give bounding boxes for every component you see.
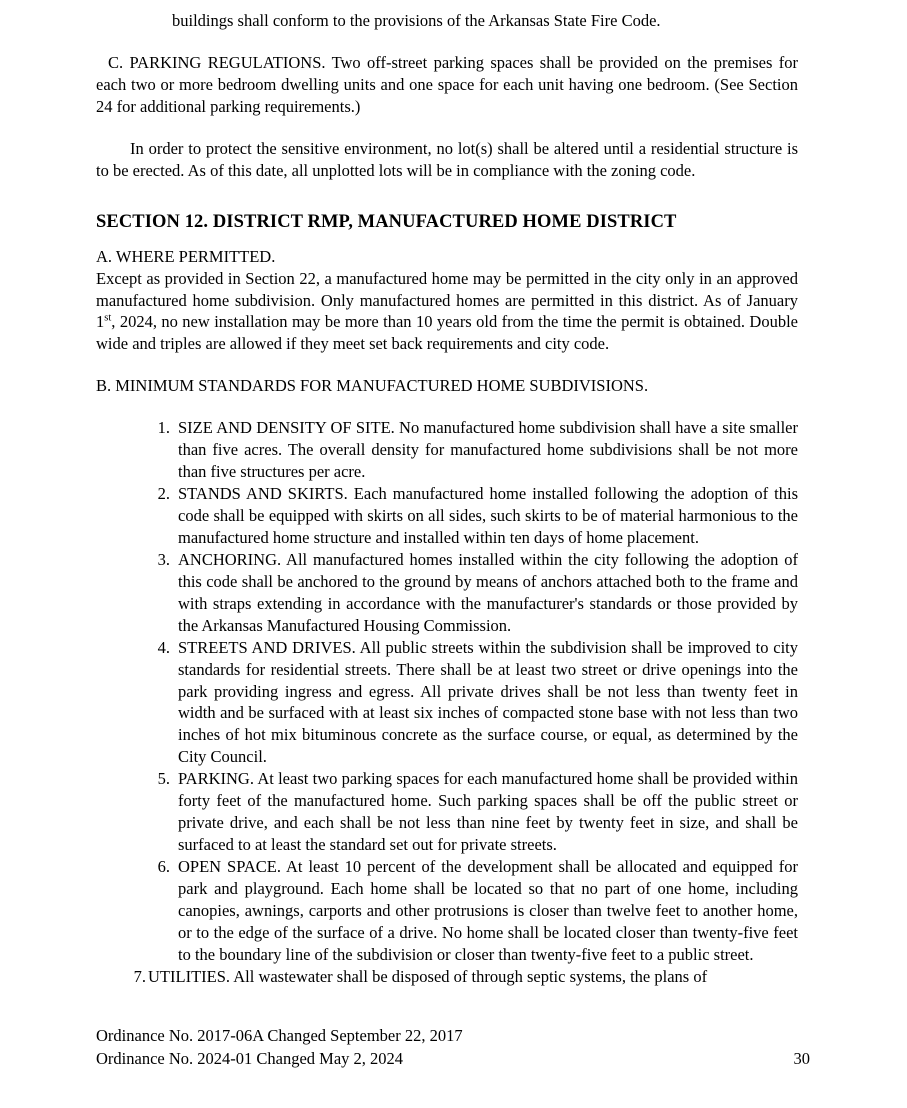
list-item-text: PARKING. At least two parking spaces for each manufactured home shall be provided within forty feet of the manufactured home. Such parking spaces shall be off the public street or private drive, and each shall be not less than nine feet by twenty feet in size, and shall be surfaced to at least the standard set out for private streets.: [178, 769, 798, 855]
list-item-number: 6.: [157, 857, 170, 876]
top-continuation-line: buildings shall conform to the provisions of the Arkansas State Fire Code.: [172, 11, 661, 30]
list-item: [144, 483, 798, 549]
paragraph-where-permitted: [96, 268, 798, 356]
page-footer: [96, 1024, 810, 1070]
list-item-number: 2.: [157, 484, 170, 504]
list-item-text: STREETS AND DRIVES. All public streets within the subdivision shall be improved to city standards for residential streets. There shall be at least two street or drive openings into the park providing ingress and egress. All private drives shall be not less than twenty feet in width and be surfaced with at least six inches of compacted stone base with not less than two inches of hot mix bituminous concrete as the surface course, or equal, as determined by the City Council.: [178, 637, 798, 767]
paragraph-where-permitted-part2: , 2024, no new installation may be more than 10 years old from the time the permit is obtained. Double wide and triples are allowed if they meet set back requirements and city code.: [96, 312, 798, 354]
footer-ordinance-2024: Ordinance No. 2024-01 Changed May 2, 2024: [96, 1048, 404, 1068]
paragraph-parking-regulations: C. PARKING REGULATIONS. Two off-street parking spaces shall be provided on the premises for each two or more bedroom dwelling units and one space for each unit having one bedroom. (See Section 24 for additional parking requirements.): [96, 52, 798, 116]
list-item: [144, 549, 798, 637]
list-item-number: 7.: [133, 966, 146, 986]
list-item: [120, 966, 798, 988]
list-item: [144, 856, 798, 966]
list-item: [144, 637, 798, 769]
list-item-text: STANDS AND SKIRTS. Each manufactured home installed following the adoption of this code shall be equipped with skirts on all sides, such skirts to be of material harmonious to the manufactured home structure and installed within ten days of home placement.: [178, 484, 798, 547]
list-item-text: UTILITIES. All wastewater shall be disposed of through septic systems, the plans of: [148, 966, 708, 986]
list-item: [144, 417, 798, 483]
paragraph-sensitive-environment: In order to protect the sensitive environment, no lot(s) shall be altered until a residential structure is to be erected. As of this date, all unplotted lots will be in compliance with the zoning code.: [96, 138, 798, 180]
subheading-minimum-standards: B. MINIMUM STANDARDS FOR MANUFACTURED HOME SUBDIVISIONS.: [96, 376, 649, 396]
list-item-number: 5.: [157, 769, 170, 789]
list-item-text: OPEN SPACE. At least 10 percent of the development shall be allocated and equipped for park and playground. Each home shall be located so that no part of one home, including canopies, awnings, carports and other protrusions is closer than twelve feet to another home, or to the edge of the surface of a drive. No home shall be located closer than twenty-five feet to the boundary line of the subdivision or closer than twenty-five feet to a public street.: [178, 857, 798, 964]
page-content: [96, 10, 798, 988]
paragraph-where-permitted-part1: Except as provided in Section 22, a manufactured home may be permitted in the city only in an approved manufactured home subdivision. Only manufactured homes are permitted in this district. As of January 1: [96, 268, 798, 332]
list-item-text: SIZE AND DENSITY OF SITE. No manufactured home subdivision shall have a site smaller than five acres. The overall density for manufactured home subdivisions shall be not more than five structures per acre.: [178, 418, 798, 482]
date-ordinal-suffix: st: [104, 312, 112, 324]
list-item-number: 3.: [157, 549, 170, 569]
footer-ordinance-2017: Ordinance No. 2017-06A Changed September 22, 2017: [96, 1025, 463, 1045]
section-heading-12: SECTION 12. DISTRICT RMP, MANUFACTURED HOME DISTRICT: [96, 211, 677, 232]
list-item-number: 1.: [157, 418, 170, 438]
list-item-number: 4.: [157, 637, 170, 657]
list-item: [144, 768, 798, 856]
list-item-text: ANCHORING. All manufactured homes installed within the city following the adoption of this code shall be anchored to the ground by means of anchors attached both to the frame and with straps extending in accordance with the manufacturer's standards or those provided by the Arkansas Manufactured Housing Commission.: [178, 549, 798, 635]
page-number: 30: [793, 1048, 810, 1068]
minimum-standards-list: [96, 417, 798, 987]
subheading-where-permitted: A. WHERE PERMITTED.: [96, 246, 276, 266]
